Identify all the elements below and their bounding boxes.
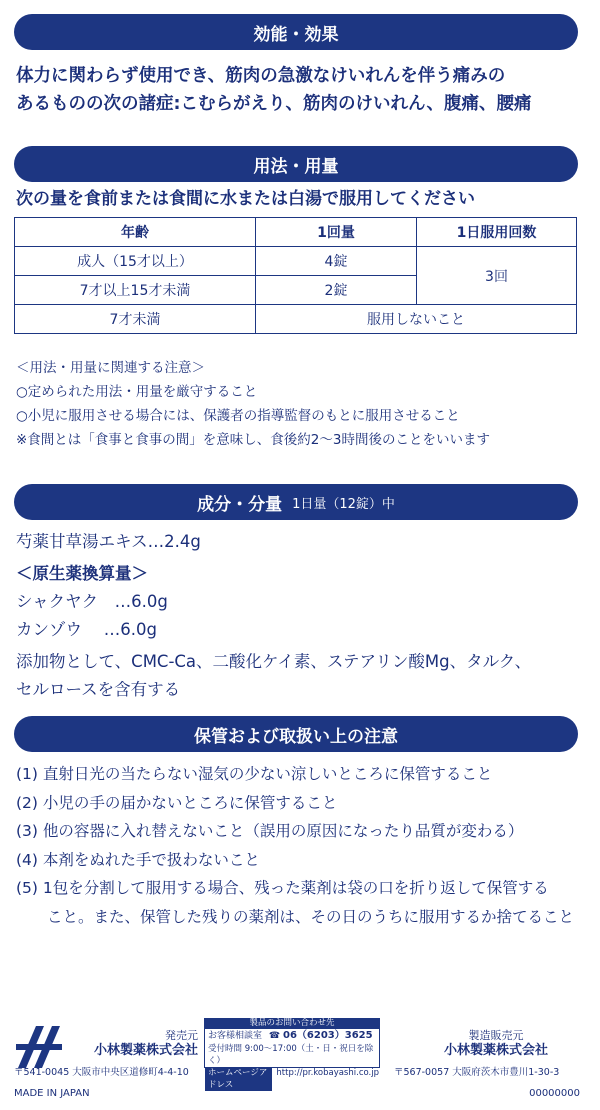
ingredients-text: [16, 528, 584, 704]
contact-phone: 06（6203）3625: [282, 1030, 373, 1041]
maker-label: 製造販売元: [468, 1029, 524, 1042]
note-line: ○定められた用法・用量を厳守すること: [16, 384, 258, 400]
efficacy-line: あるものの次の諸症:こむらがえり、筋肉のけいれん、腹痛、腰痛: [16, 94, 532, 114]
row-age: 成人（15才以上）: [15, 247, 256, 276]
header-times: 1日服用回数: [417, 218, 577, 247]
table-row: [15, 305, 577, 334]
seller-label: 発売元: [165, 1029, 198, 1042]
maker-address: 〒567-0057 大阪府茨木市豊川1-30-3: [394, 1067, 560, 1078]
made-in-label: MADE IN JAPAN: [14, 1088, 90, 1099]
contact-title: 製品のお問い合わせ先: [204, 1018, 380, 1028]
row-times: 3回: [417, 247, 577, 305]
crude-line: シャクヤク …6.0g: [16, 592, 168, 611]
additives-line: セルロースを含有する: [16, 680, 181, 699]
storage-title: 保管および取扱い上の注意: [194, 726, 398, 747]
contact-office: お客様相談室: [208, 1031, 263, 1041]
row-age: 7才以上15才未満: [15, 276, 256, 305]
storage-list: [16, 760, 584, 931]
efficacy-title: 効能・効果: [253, 24, 339, 45]
row-amount: 4錠: [256, 247, 417, 276]
header-amount: 1回量: [256, 218, 417, 247]
list-item: (1) 直射日光の当たらない湿気の少ない涼しいところに保管すること: [16, 765, 493, 783]
seller-block: [70, 1028, 198, 1058]
product-code: 00000000: [529, 1088, 580, 1099]
contact-frame: [204, 1028, 380, 1090]
list-item: (5) 1包を分割して服用する場合、残った薬剤は袋の口を折り返して保管する: [16, 879, 549, 897]
list-item: (2) 小児の手の届かないところに保管すること: [16, 793, 338, 812]
ingredients-subtitle: 1日量（12錠）中: [292, 496, 395, 512]
maker-name: 小林製薬株式会社: [443, 1043, 548, 1058]
row-amount: 2錠: [256, 276, 417, 305]
list-item: こと。また、保管した残りの薬剤は、その日のうちに服用するか捨てること: [16, 907, 575, 926]
ingredients-title: 成分・分量: [197, 494, 283, 515]
header-age: 年齢: [15, 218, 256, 247]
crude-title: ＜原生薬換算量＞: [16, 564, 148, 583]
crude-line: カンゾウ …6.0g: [16, 620, 157, 639]
table-header-row: [15, 218, 577, 247]
phone-icon: ☎: [268, 1031, 281, 1041]
list-item: (3) 他の容器に入れ替えないこと（誤用の原因になったり品質が変わる）: [16, 822, 524, 840]
contact-box: [204, 1018, 380, 1090]
ingredients-header: [14, 484, 578, 520]
extract-line: 芍薬甘草湯エキス…2.4g: [16, 532, 201, 551]
table-row: [15, 247, 577, 276]
row-note: 服用しないこと: [256, 305, 577, 334]
note-line: ○小児に服用させる場合には、保護者の指導監督のもとに服用させること: [16, 408, 460, 424]
efficacy-text: [16, 62, 584, 118]
dosage-header: [14, 146, 578, 182]
efficacy-line: 体力に関わらず使用でき、筋肉の急激なけいれんを伴う痛みの: [16, 66, 506, 86]
dosage-notes: [16, 356, 584, 452]
list-item: (4) 本剤をぬれた手で扱わないこと: [16, 850, 260, 869]
dosage-table: [14, 217, 577, 334]
efficacy-header: [14, 14, 578, 50]
homepage-label: ホームページアドレス: [205, 1067, 272, 1091]
storage-header: [14, 716, 578, 752]
additives-line: 添加物として、CMC-Ca、二酸化ケイ素、ステアリン酸Mg、タルク、: [16, 652, 532, 671]
homepage-line: [205, 1067, 379, 1091]
dosage-title: 用法・用量: [253, 156, 339, 177]
note-line: ＜用法・用量に関連する注意＞: [16, 360, 205, 376]
row-age: 7才未満: [15, 305, 256, 334]
maker-block: [406, 1028, 586, 1058]
seller-name: 小林製薬株式会社: [93, 1043, 198, 1058]
contact-hours: 受付時間 9:00～17:00（土・日・祝日を除く）: [208, 1044, 374, 1066]
contact-office-line: [205, 1029, 379, 1043]
dosage-intro: 次の量を食前または食間に水または白湯で服用してください: [16, 189, 475, 209]
homepage-link[interactable]: http://pr.kobayashi.co.jp: [276, 1068, 379, 1078]
note-line: ※食間とは「食事と食事の間」を意味し、食後約2～3時間後のことをいいます: [16, 432, 490, 448]
seller-address: 〒541-0045 大阪市中央区道修町4-4-10: [14, 1067, 189, 1078]
